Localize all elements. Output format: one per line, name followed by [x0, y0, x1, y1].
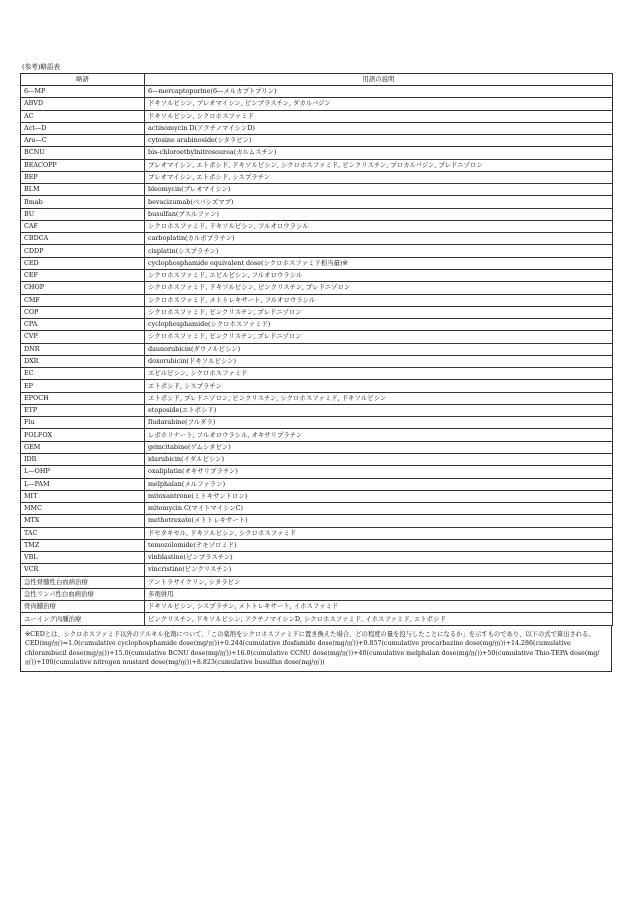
table-row — [21, 564, 613, 576]
table-row — [21, 392, 613, 404]
abbreviation-cell: Ara—C — [21, 135, 145, 147]
table-row — [21, 331, 613, 343]
description-cell: bis-chloroethylnitrosourea(カルムスチン) — [145, 147, 613, 159]
abbreviation-cell: CEF — [21, 269, 145, 281]
description-cell: mitomycin C(マイトマイシンC) — [145, 503, 613, 515]
description-cell: daunorubicin(ダウノルビシン) — [145, 343, 613, 355]
description-cell: ブレオマイシン, エトポシド, シスプラチン — [145, 171, 613, 183]
description-cell: シクロホスファミド, ドキソルビシン, ビンクリスチン, プレドニゾロン — [145, 282, 613, 294]
description-cell: ドキソルビシン, シスプラチン, メトトレキサート, イホスファミド — [145, 601, 613, 613]
description-cell: cisplatin(シスプラチン) — [145, 245, 613, 257]
table-caption: (参考)略語表 — [22, 63, 61, 71]
description-cell: 多剤併用 — [145, 588, 613, 600]
column-header-description: 用語の説明 — [145, 74, 613, 86]
table-row — [21, 282, 613, 294]
abbreviation-cell: CVP — [21, 331, 145, 343]
table-row — [21, 245, 613, 257]
table-row — [21, 110, 613, 122]
table-row — [21, 539, 613, 551]
abbreviation-cell: 急性リンパ性白血病治療 — [21, 588, 145, 600]
description-cell: gemcitabine(ゲムシタビン) — [145, 441, 613, 453]
table-row — [21, 343, 613, 355]
description-cell: cytosine arabinoside(シタラビン) — [145, 135, 613, 147]
table-row — [21, 122, 613, 134]
abbreviation-cell: BEACOPP — [21, 159, 145, 171]
description-cell: cyclophosphamide equivalent dose(シクロホスファミド相当量)※ — [145, 257, 613, 269]
table-row — [21, 184, 613, 196]
table-row — [21, 588, 613, 600]
description-cell: エトポシド, シスプラチン — [145, 380, 613, 392]
table-row — [21, 147, 613, 159]
description-cell: melphalan(メルファラン) — [145, 478, 613, 490]
table-row — [21, 576, 613, 588]
abbreviation-cell: AC — [21, 110, 145, 122]
abbreviation-cell: MTX — [21, 515, 145, 527]
table-row — [21, 453, 613, 465]
abbreviation-cell: ABVD — [21, 98, 145, 110]
table-row — [21, 208, 613, 220]
abbreviation-cell: CHOP — [21, 282, 145, 294]
abbreviation-cell: MIT — [21, 490, 145, 502]
table-row — [21, 441, 613, 453]
description-cell: エトポシド, プレドニゾロン, ビンクリスチン, シクロホスファミド, ドキソルビシン — [145, 392, 613, 404]
description-cell: アントラサイクリン, シタラビン — [145, 576, 613, 588]
table-row — [21, 404, 613, 416]
table-row — [21, 429, 613, 441]
table-row — [21, 368, 613, 380]
table-row — [21, 196, 613, 208]
description-cell: シクロホスファミド, ビンクリスチン, プレドニゾロン — [145, 331, 613, 343]
description-cell: actinomycin D(アクチノマイシンD) — [145, 122, 613, 134]
abbreviation-cell: IDR — [21, 453, 145, 465]
description-cell: ビンクリスチン, ドキソルビシン, アクチノマイシンD, シクロホスファミド, イホスファミド, エトポシド — [145, 613, 613, 625]
description-cell: fludarabine(フルダラ) — [145, 417, 613, 429]
table-header-row — [21, 74, 613, 86]
table-row — [21, 171, 613, 183]
table-row — [21, 306, 613, 318]
abbreviation-cell: L—PAM — [21, 478, 145, 490]
abbreviation-cell: Flu — [21, 417, 145, 429]
table-row — [21, 233, 613, 245]
table-row — [21, 380, 613, 392]
table-row — [21, 613, 613, 625]
abbreviation-cell: BEP — [21, 171, 145, 183]
abbreviation-cell: COP — [21, 306, 145, 318]
table-row — [21, 417, 613, 429]
abbreviation-document — [20, 63, 612, 672]
abbreviation-cell: CBDCA — [21, 233, 145, 245]
abbreviation-cell: ETP — [21, 404, 145, 416]
table-row — [21, 220, 613, 232]
description-cell: シクロホスファミド, メトトレキサート, フルオロウラシル — [145, 294, 613, 306]
abbreviation-table — [20, 73, 613, 626]
description-cell: ブレオマイシン, エトポシド, ドキソルビシン, シクロホスファミド, ビンクリスチン, プロカルバジン, プレドニゾロン — [145, 159, 613, 171]
table-row — [21, 478, 613, 490]
description-cell: シクロホスファミド, エピルビシン, フルオロウラシル — [145, 269, 613, 281]
abbreviation-cell: MMC — [21, 503, 145, 515]
description-cell: シクロホスファミド, ビンクリスチン, プレドニゾロン — [145, 306, 613, 318]
table-row — [21, 355, 613, 367]
description-cell: temozolomide(テモゾロミド) — [145, 539, 613, 551]
table-row — [21, 601, 613, 613]
abbreviation-cell: CAF — [21, 220, 145, 232]
table-row — [21, 552, 613, 564]
abbreviation-cell: BCNU — [21, 147, 145, 159]
table-row — [21, 490, 613, 502]
description-cell: 6—mercaptopurine(6—メルカプトプリン) — [145, 86, 613, 98]
description-cell: レボホリナート, フルオロウラシル, オキサリプラチン — [145, 429, 613, 441]
table-row — [21, 515, 613, 527]
description-cell: ドセタキセル, ドキソルビシン, シクロホスファミド — [145, 527, 613, 539]
table-row — [21, 294, 613, 306]
abbreviation-cell: BU — [21, 208, 145, 220]
table-row — [21, 135, 613, 147]
description-cell: doxorubicin(ドキソルビシン) — [145, 355, 613, 367]
abbreviation-cell: TMZ — [21, 539, 145, 551]
abbreviation-cell: DXR — [21, 355, 145, 367]
abbreviation-cell: FOLFOX — [21, 429, 145, 441]
column-header-abbreviation: 略語 — [21, 74, 145, 86]
description-cell: シクロホスファミド, ドキソルビシン, フルオロウラシル — [145, 220, 613, 232]
abbreviation-cell: EP — [21, 380, 145, 392]
table-row — [21, 527, 613, 539]
description-cell: etoposide(エトポシド) — [145, 404, 613, 416]
description-cell: bleomycin(ブレオマイシン) — [145, 184, 613, 196]
table-row — [21, 319, 613, 331]
description-cell: carboplatin(カルボプラチン) — [145, 233, 613, 245]
abbreviation-cell: Act—D — [21, 122, 145, 134]
description-cell: cyclophosphamide(シクロホスファミド) — [145, 319, 613, 331]
ced-footnote-text: ※CEDとは、シクロホスファミド以外のアルキル化剤について、「この薬剤をシクロホスファミドに置き換えた場合、どの程度の量を投与したことになるか」を示すものであり、以下の式で算出される。 — [25, 630, 595, 638]
abbreviation-cell: CPA — [21, 319, 145, 331]
abbreviation-cell: ユーイング肉腫治療 — [21, 613, 145, 625]
description-cell: mitoxantrone(ミトキサントロン) — [145, 490, 613, 502]
abbreviation-cell: VBL — [21, 552, 145, 564]
description-cell: ドキソルビシン, シクロホスファミド — [145, 110, 613, 122]
ced-formula: CED(mg/㎡)=1.0(cumulative cyclophosphamide dose(mg/㎡))+0.244(cumulative ifosfamide dose(mg/㎡))+0.857(cumulative procarbazine dose(mg/㎡))+14.286(cumulative chlorambucil dose(mg/㎡))+15.0(cumulative BCNU dose(mg/㎡))+16.0(cumulative CCNU dose(mg/㎡))+40(cumulative melphalan dose(mg/㎡))+50(cumulative Thio-TEPA dose(mg/㎡))+100(cumulative nitrogen mustard dose(mg/㎡))+8.823(cumulative busulfan dose(mg/㎡)) — [25, 640, 600, 667]
abbreviation-cell: Bmab — [21, 196, 145, 208]
table-row — [21, 269, 613, 281]
table-row — [21, 98, 613, 110]
abbreviation-cell: TAC — [21, 527, 145, 539]
abbreviation-cell: CMF — [21, 294, 145, 306]
abbreviation-cell: 骨肉腫治療 — [21, 601, 145, 613]
abbreviation-cell: GEM — [21, 441, 145, 453]
table-row — [21, 159, 613, 171]
abbreviation-cell: BLM — [21, 184, 145, 196]
description-cell: busulfan(ブスルファン) — [145, 208, 613, 220]
table-row — [21, 466, 613, 478]
description-cell: ドキソルビシン, ブレオマイシン, ビンブラスチン, ダカルバジン — [145, 98, 613, 110]
table-row — [21, 257, 613, 269]
description-cell: idarubicin(イダルビシン) — [145, 453, 613, 465]
abbreviation-cell: DNR — [21, 343, 145, 355]
table-row — [21, 503, 613, 515]
description-cell: vincristine(ビンクリスチン) — [145, 564, 613, 576]
abbreviation-cell: EPOCH — [21, 392, 145, 404]
abbreviation-cell: 6—MP — [21, 86, 145, 98]
abbreviation-cell: L—OHP — [21, 466, 145, 478]
description-cell: methotrexate(メトトレキサート) — [145, 515, 613, 527]
table-row — [21, 86, 613, 98]
description-cell: oxaliplatin(オキサリプラチン) — [145, 466, 613, 478]
ced-footnote — [20, 626, 612, 672]
abbreviation-cell: EC — [21, 368, 145, 380]
abbreviation-cell: CED — [21, 257, 145, 269]
description-cell: bevacizumab(ベバシズマブ) — [145, 196, 613, 208]
table-body — [21, 86, 613, 626]
abbreviation-cell: CDDP — [21, 245, 145, 257]
description-cell: エピルビシン, シクロホスファミド — [145, 368, 613, 380]
abbreviation-cell: VCR — [21, 564, 145, 576]
abbreviation-cell: 急性骨髄性白血病治療 — [21, 576, 145, 588]
description-cell: vinblastine(ビンブラスチン) — [145, 552, 613, 564]
